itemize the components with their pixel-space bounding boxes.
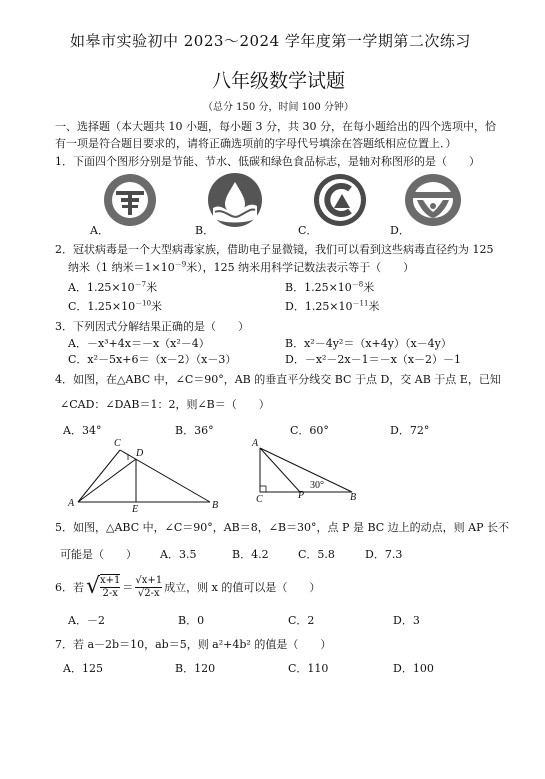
q6-option-c[interactable]: C．2 <box>288 614 315 627</box>
q3-option-d[interactable]: D．－x²－2x－1＝－x（x－2）－1 <box>285 353 462 366</box>
fig5-label-a: A <box>252 438 259 449</box>
q4-option-a[interactable]: A．34° <box>63 424 102 437</box>
q2-stem-line1: 2．冠状病毒是一个大型病毒家族，借助电子显微镜，我们可以看到这些病毒直径约为 125 <box>55 243 494 256</box>
q4-stem-line2: ∠CAD：∠DAB＝1：2，则∠B＝（ ） <box>60 398 270 411</box>
q6-fraction-right: √x+1 √2-x <box>135 574 163 599</box>
q1-option-a[interactable]: A． <box>90 224 109 237</box>
fig5-angle-label: 30° <box>310 480 324 491</box>
q5-option-b[interactable]: B．4.2 <box>232 548 269 561</box>
q5-triangle-figure <box>252 440 372 510</box>
q4-triangle-figure <box>68 438 230 515</box>
q6-option-b[interactable]: B．0 <box>178 614 205 627</box>
energy-saving-logo-icon <box>102 172 158 228</box>
fig5-label-p: P <box>298 490 305 501</box>
q6-option-a[interactable]: A．－2 <box>68 614 105 627</box>
section-heading-line2: 有一项是符合题目要求的，请将正确选项前的字母代号填涂在答题纸相应位置上．） <box>55 137 457 150</box>
q4-option-c[interactable]: C．60° <box>290 424 329 437</box>
fig4-label-d: D <box>136 448 144 459</box>
school-line: 如皋市实验初中 2023～2024 学年度第一学期第二次练习 <box>70 32 471 50</box>
q1-stem: 1．下面四个图形分别是节能、节水、低碳和绿色食品标志，是轴对称图形的是（ ） <box>55 155 480 168</box>
q1-option-c[interactable]: C． <box>298 224 318 237</box>
exam-info: （总分 150 分，时间 100 分钟） <box>203 102 354 113</box>
q4-option-b[interactable]: B．36° <box>175 424 214 437</box>
q4-stem-line1: 4．如图，在△ABC 中，∠C＝90°，AB 的垂直平分线交 BC 于点 D，交 AB 于点 E，已知 <box>55 373 501 386</box>
water-saving-logo-icon <box>207 172 263 228</box>
q7-option-a[interactable]: A．125 <box>63 662 103 675</box>
q5-option-d[interactable]: D．7.3 <box>365 548 403 561</box>
q2-stem-line2: 纳米（1 纳米$=1\times 10^{-9}$米），125 纳米用科学记数法表示等于（ ） <box>68 260 415 274</box>
q6-stem: 6．若 √ x+1 2-x ＝ √x+1 √2-x 成立，则 x 的值可以是（ ） <box>55 574 321 599</box>
fig4-label-a: A <box>68 498 75 509</box>
q6-radical-left: √ x+1 2-x <box>86 574 121 599</box>
q7-option-c[interactable]: C．110 <box>288 662 329 675</box>
fig4-label-b: B <box>212 500 219 511</box>
q3-option-c[interactable]: C．x²－5x+6＝（x－2）（x－3） <box>68 353 237 366</box>
q2-option-d[interactable]: D．$1.25\times 10^{-11}$米 <box>285 299 380 313</box>
q3-option-a[interactable]: A．－x³+4x＝－x（x²－4） <box>68 337 210 350</box>
q5-option-c[interactable]: C．5.8 <box>298 548 335 561</box>
fig5-label-b: B <box>350 492 357 503</box>
q2-option-b[interactable]: B．$1.25\times 10^{-8}$米 <box>285 280 375 294</box>
q2-option-c[interactable]: C．$1.25\times 10^{-10}$米 <box>68 299 163 313</box>
q5-stem-line2: 可能是（ ） <box>60 548 137 561</box>
q5-option-a[interactable]: A．3.5 <box>160 548 197 561</box>
q5-stem-line1: 5．如图，△ABC 中，∠C＝90°，AB＝8，∠B＝30°，点 P 是 BC 边上的动点，则 AP 长不 <box>55 521 509 534</box>
fig4-label-c: C <box>114 438 121 449</box>
q4-option-d[interactable]: D．72° <box>390 424 430 437</box>
q3-stem: 3．下列因式分解结果正确的是（ ） <box>55 320 249 333</box>
q3-option-b[interactable]: B．x²－4y²＝（x+4y）（x－4y） <box>285 337 452 350</box>
fig5-label-c: C <box>256 494 263 505</box>
q7-option-d[interactable]: D．100 <box>393 662 434 675</box>
q1-option-b[interactable]: B． <box>195 224 215 237</box>
q6-option-d[interactable]: D．3 <box>393 614 420 627</box>
fig4-label-e: E <box>132 504 139 515</box>
green-food-logo-icon <box>403 172 459 228</box>
section-heading-line1: 一、选择题（本大题共 10 小题，每小题 3 分，共 30 分，在每小题给出的四个选项中，恰 <box>55 120 496 133</box>
q2-option-a[interactable]: A．$1.25\times 10^{-7}$米 <box>68 280 158 294</box>
low-carbon-logo-icon <box>312 172 368 228</box>
q7-option-b[interactable]: B．120 <box>175 662 216 675</box>
q7-stem: 7．若 a－2b＝10，ab＝5，则 a²+4b² 的值是（ ） <box>55 638 332 651</box>
q1-option-d[interactable]: D． <box>390 224 410 237</box>
exam-title: 八年级数学试题 <box>212 70 346 92</box>
